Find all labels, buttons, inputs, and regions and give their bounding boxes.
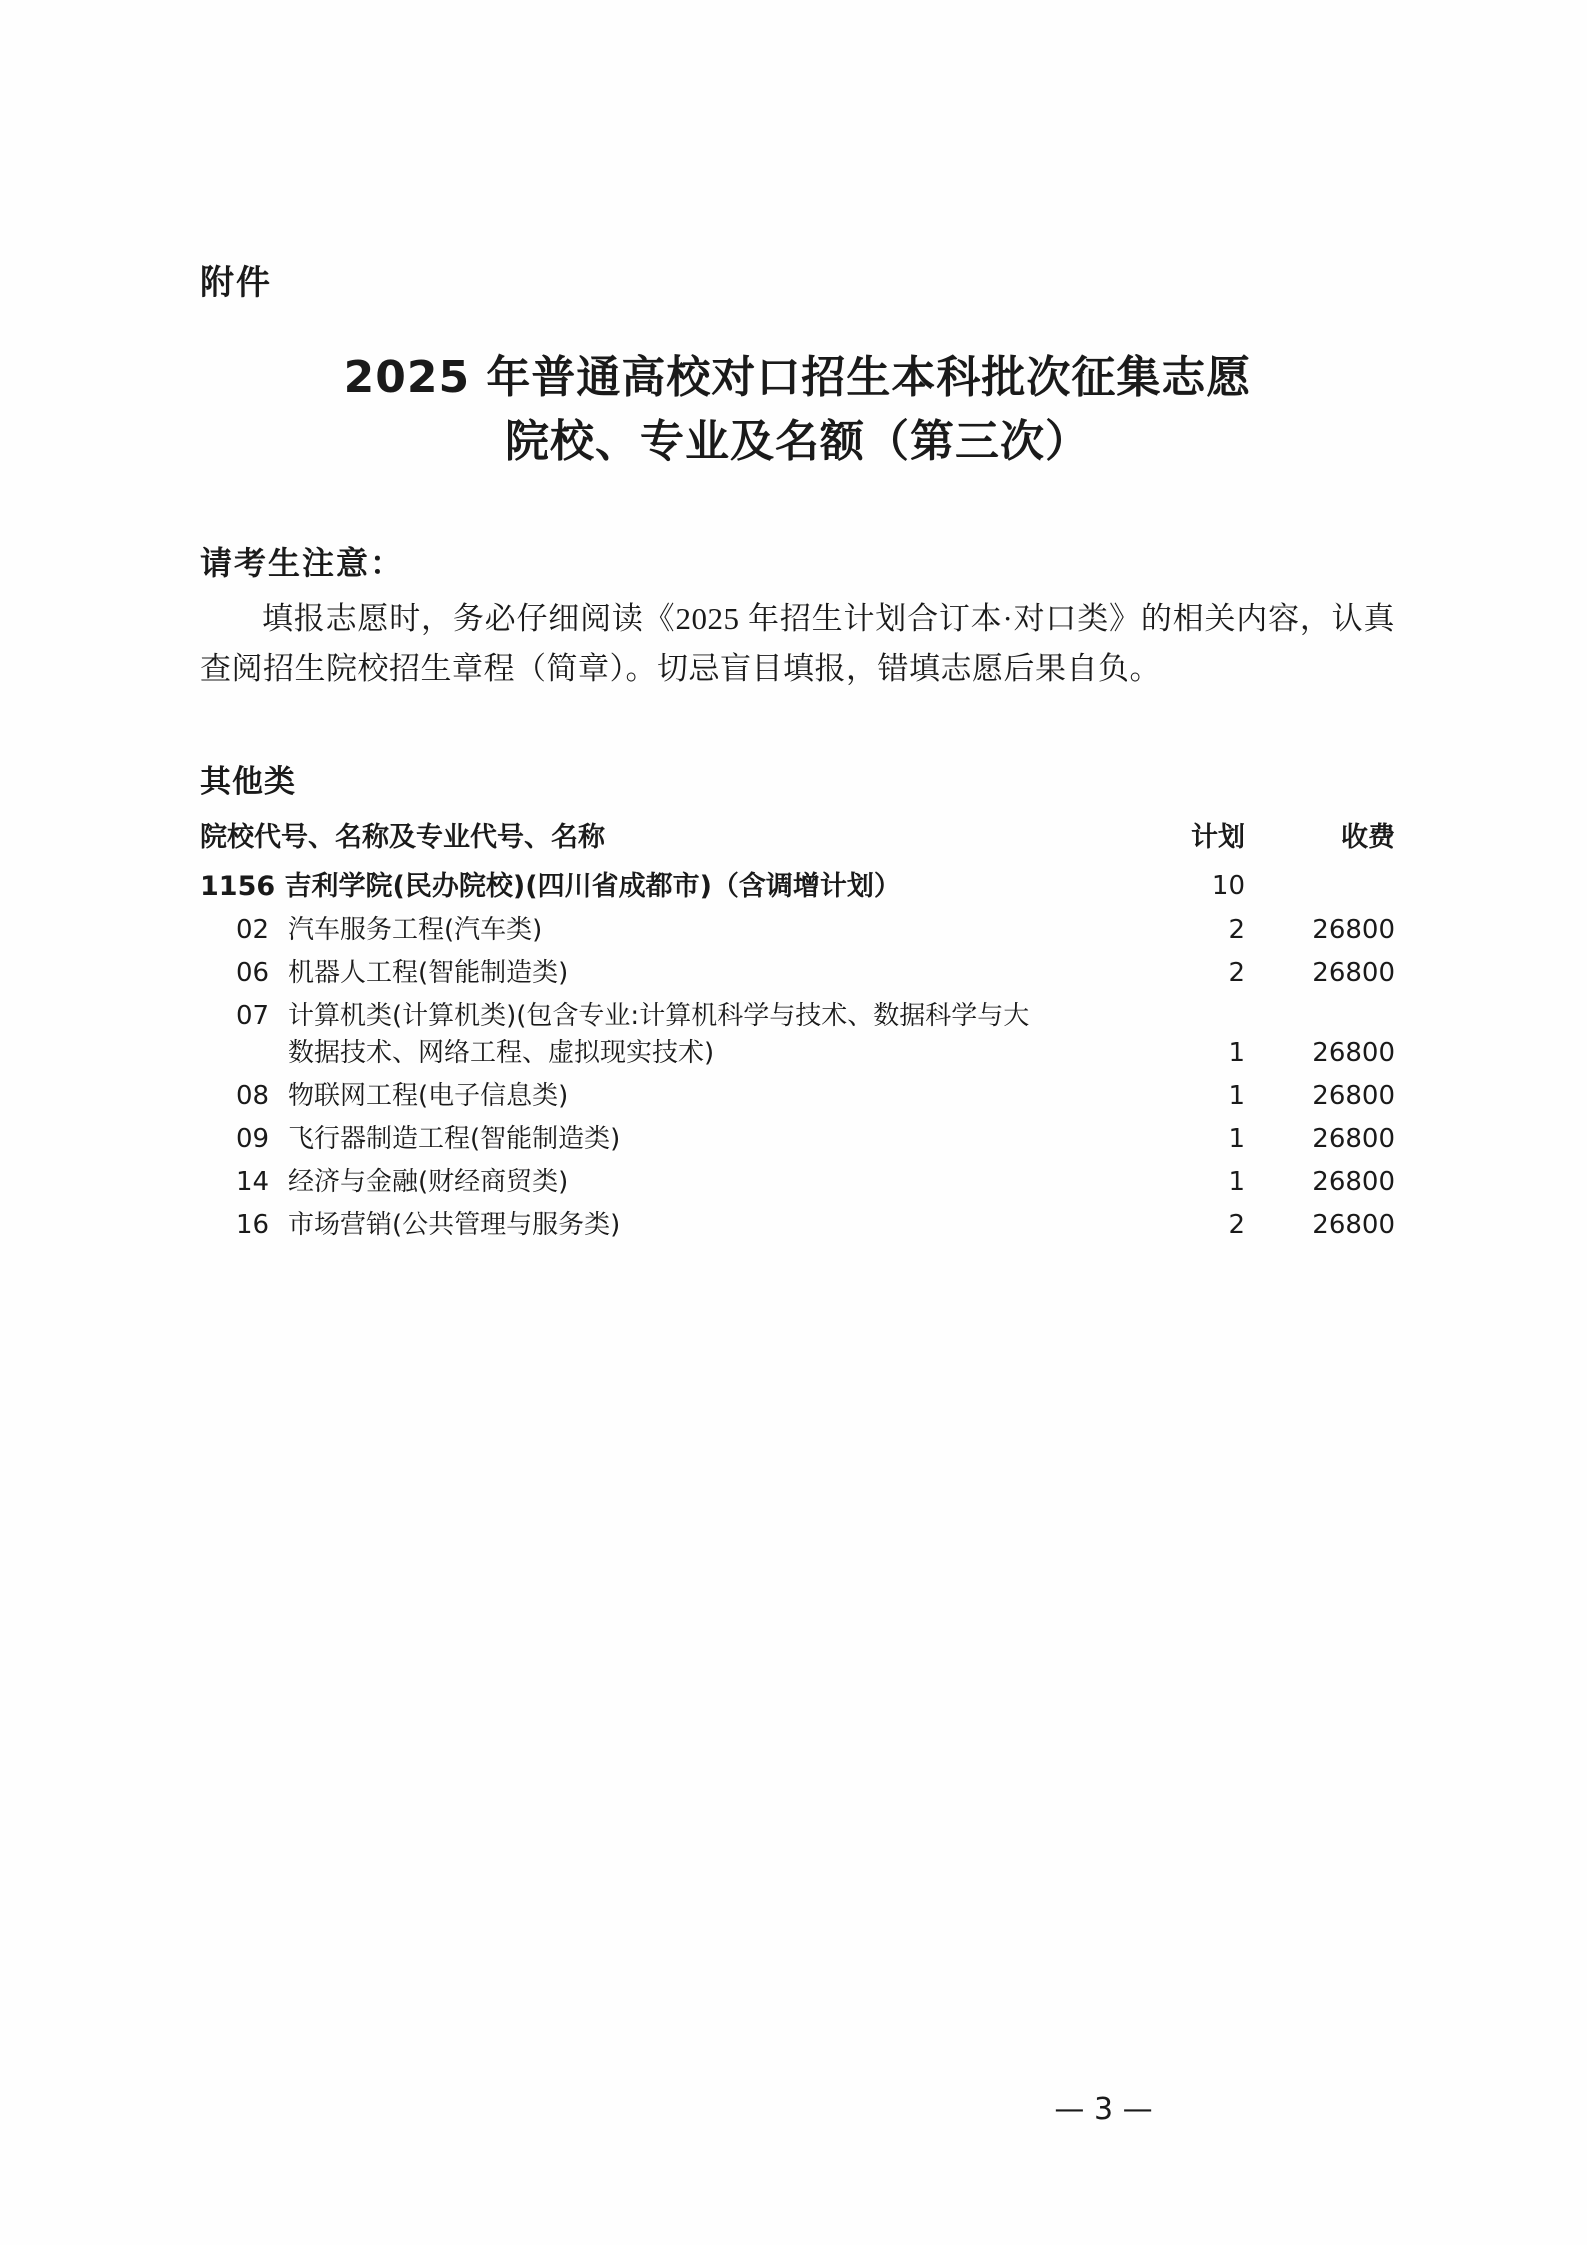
column-header-plan: 计划 — [1191, 822, 1245, 854]
major-plan: 1 — [1228, 1080, 1245, 1111]
major-code: 06 — [236, 958, 270, 989]
major-name-cell — [200, 909, 1130, 952]
major-plan: 2 — [1228, 915, 1245, 946]
major-name-cell — [200, 1204, 1130, 1247]
section-title: 其他类 — [200, 764, 296, 801]
major-name: 汽车服务工程(汽车类) — [288, 915, 543, 946]
major-name: 经济与金融(财经商贸类) — [288, 1166, 569, 1197]
major-fee: 26800 — [1312, 1209, 1395, 1240]
table-row — [200, 1161, 1395, 1204]
major-code: 09 — [236, 1123, 270, 1154]
page-title — [243, 346, 1353, 474]
table-row — [200, 862, 1395, 909]
major-name: 计算机类(计算机类)(包含专业:计算机科学与技术、数据科学与大 — [288, 1001, 1030, 1032]
major-plan: 2 — [1228, 1209, 1245, 1240]
major-fee-value: 26800 — [1312, 1038, 1395, 1069]
page-number: — 3 — — [1054, 2092, 1153, 2127]
attachment-label: 附件 — [200, 263, 272, 303]
major-name: 飞行器制造工程(智能制造类) — [288, 1123, 621, 1154]
document-content — [200, 255, 1395, 1247]
table-row — [200, 1204, 1395, 1247]
major-code: 16 — [236, 1209, 270, 1240]
major-plan: 1 — [1228, 1123, 1245, 1154]
school-fee — [1245, 862, 1395, 909]
major-code: 14 — [236, 1166, 270, 1197]
major-plan: 2 — [1228, 958, 1245, 989]
school-plan: 10 — [1211, 871, 1245, 902]
major-name-cell — [200, 995, 1130, 1075]
column-header-name: 院校代号、名称及专业代号、名称 — [200, 822, 605, 854]
major-code: 07 — [236, 1001, 270, 1032]
table-row — [200, 1118, 1395, 1161]
major-code: 08 — [236, 1080, 270, 1111]
table-row — [200, 952, 1395, 995]
major-plan-value: 1 — [1228, 1038, 1245, 1069]
table-row — [200, 995, 1395, 1075]
major-plan — [1130, 995, 1245, 1075]
title-line-1: 2025 年普通高校对口招生本科批次征集志愿 — [343, 352, 1252, 403]
major-name: 机器人工程(智能制造类) — [288, 958, 569, 989]
major-name: 市场营销(公共管理与服务类) — [288, 1209, 621, 1240]
table-row — [200, 909, 1395, 952]
school-name: 1156 吉利学院(民办院校)(四川省成都市)（含调增计划） — [200, 871, 901, 903]
major-plan: 1 — [1228, 1166, 1245, 1197]
column-header-fee: 收费 — [1341, 822, 1395, 854]
major-fee — [1245, 995, 1395, 1075]
notice-paragraph: 填报志愿时，务必仔细阅读《2025 年招生计划合订本·对口类》的相关内容，认真查阅招生院校招生章程（简章）。切忌盲目填报，错填志愿后果自负。 — [200, 600, 1395, 686]
table-header-row — [200, 813, 1395, 862]
table-row — [200, 1075, 1395, 1118]
major-name-cell — [200, 952, 1130, 995]
major-fee: 26800 — [1312, 915, 1395, 946]
major-fee: 26800 — [1312, 1123, 1395, 1154]
major-code: 02 — [236, 915, 270, 946]
major-name-cell — [200, 1118, 1130, 1161]
major-name: 物联网工程(电子信息类) — [288, 1080, 569, 1111]
major-name-cell — [200, 1161, 1130, 1204]
notice-body — [200, 594, 1395, 694]
major-name-cell — [200, 1075, 1130, 1118]
major-fee: 26800 — [1312, 958, 1395, 989]
plan-table — [200, 813, 1395, 1247]
title-line-2: 院校、专业及名额（第三次） — [505, 415, 1090, 467]
notice-heading: 请考生注意： — [200, 544, 405, 581]
major-fee: 26800 — [1312, 1166, 1395, 1197]
major-name-continued: 数据技术、网络工程、虚拟现实技术) — [288, 1038, 715, 1069]
major-fee: 26800 — [1312, 1080, 1395, 1111]
